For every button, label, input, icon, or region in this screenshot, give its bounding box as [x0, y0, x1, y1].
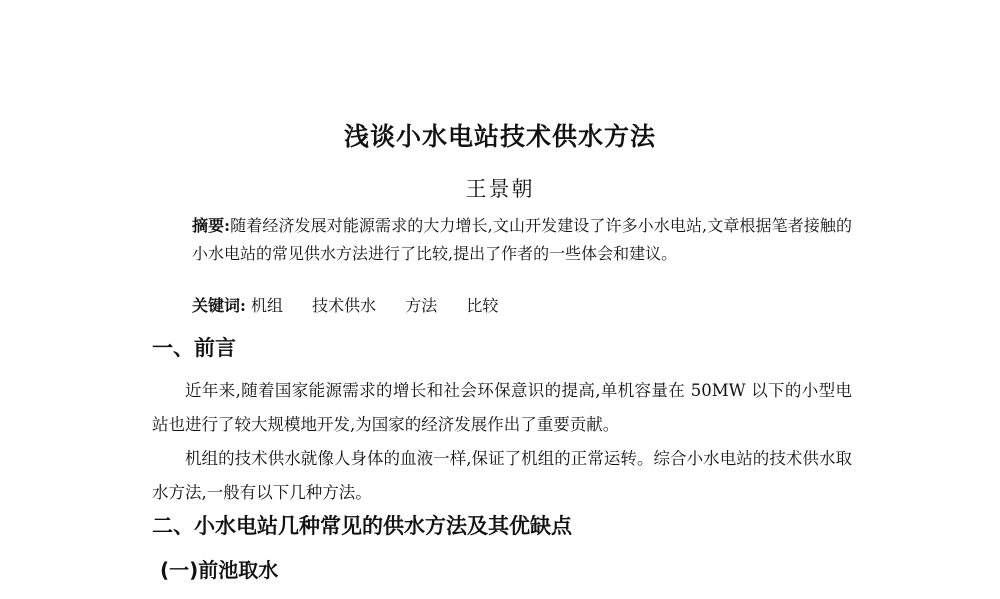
abstract-text: 随着经济发展对能源需求的大力增长,文山开发建设了许多小水电站,文章根据笔者接触的小水电站的常见供水方法进行了比较,提出了作者的一些体会和建议。 — [192, 216, 852, 263]
abstract-label: 摘要: — [192, 216, 231, 235]
keywords-label: 关键词: — [192, 296, 246, 315]
author-name: 王景朝 — [465, 177, 535, 201]
abstract — [152, 212, 852, 268]
keyword-item: 技术供水 — [312, 296, 377, 315]
section-heading-methods: 二、小水电站几种常见的供水方法及其优缺点 — [152, 514, 572, 538]
section-heading-intro: 一、前言 — [152, 336, 236, 360]
subsection-heading: (一)前池取水 — [160, 558, 279, 582]
keyword-item: 比较 — [466, 296, 499, 315]
keyword-item: 方法 — [405, 296, 438, 315]
paragraph: 近年来,随着国家能源需求的增长和社会环保意识的提高,单机容量在 50MW 以下的小型电站也进行了较大规模地开发,为国家的经济发展作出了重要贡献。 — [152, 381, 852, 434]
paragraph: 机组的技术供水就像人身体的血液一样,保证了机组的正常运转。综合小水电站的技术供水取水方法,一般有以下几种方法。 — [152, 449, 852, 502]
keywords — [192, 294, 522, 318]
abstract-body — [152, 212, 852, 268]
keyword-item: 机组 — [251, 296, 284, 315]
document-title: 浅谈小水电站技术供水方法 — [343, 122, 656, 151]
